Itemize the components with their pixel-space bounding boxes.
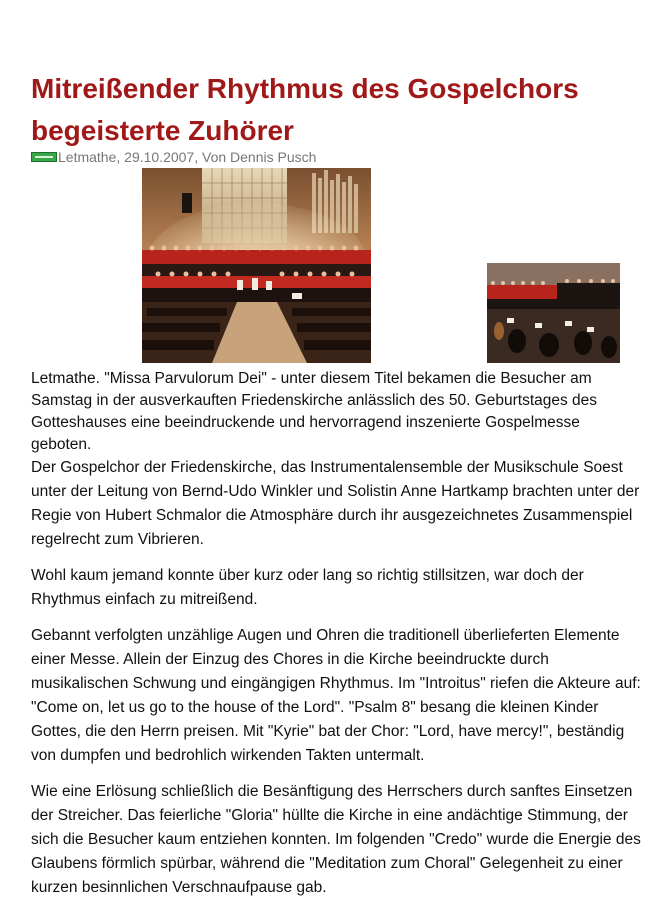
green-badge-icon [31, 152, 57, 162]
byline-meta: , 29.10.2007, Von Dennis Pusch [116, 149, 317, 165]
article-paragraph: Wie eine Erlösung schließlich die Besänftigung des Herrschers durch sanftes Einsetzen der Streicher. Das feierliche "Gloria" hüllte die Kirche in eine andächtige Stimmung, der sich die Besucher kaum entziehen konnten. Im folgenden "Credo" wurde die Energie des Glaubens förmlich spürbar, während die "Meditation zum Choral" Gelegenheit zu einer kurzen besinnlichen Verschnaufpause gab. [31, 783, 641, 896]
article-byline [31, 149, 316, 165]
article-paragraph: Wohl kaum jemand konnte über kurz oder lang so richtig stillsitzen, war doch der Rhythmus einfach zu mitreißend. [31, 567, 584, 608]
byline-location: Letmathe [58, 149, 117, 165]
article-headline: Mitreißender Rhythmus des Gospelchors begeisterte Zuhörer [31, 73, 579, 146]
article-paragraph: Der Gospelchor der Friedenskirche, das Instrumentalensemble der Musikschule Soest unter der Leitung von Bernd-Udo Winkler und Solistin Anne Hartkamp brachten unter der Regie von Hubert Schmalor die Atmosphäre durch ihr ausgezeichnetes Zusammenspiel regelrecht zum Vibrieren. [31, 459, 640, 548]
article-body [31, 368, 643, 912]
article-paragraph: Gebannt verfolgten unzählige Augen und Ohren die traditionell überlieferten Elemente einer Messe. Allein der Einzug des Chores in die Kirche beeindruckte durch musikalischen Schwung und eingängigen Rhythmus. Im "Introitus" riefen die Akteure auf: "Come on, let us go to the house of the Lord". "Psalm 8" besang die kleinen Kinder Gottes, die den Herrn preisen. Mit "Kyrie" bat der Chor: "Lord, have mercy!", beständig von dumpfen und bedrohlich wirkenden Takten untermalt. [31, 627, 641, 764]
concert-photo-choir [142, 168, 371, 363]
concert-photo-ensemble [487, 263, 620, 363]
article-paragraph: Letmathe. "Missa Parvulorum Dei" - unter diesem Titel bekamen die Besucher am Samstag in der ausverkauften Friedenskirche anlässlich des 50. Geburtstages des Gotteshauses eine beeindruckende und hervorragend inszenierte Gospelmesse geboten. [31, 370, 598, 453]
